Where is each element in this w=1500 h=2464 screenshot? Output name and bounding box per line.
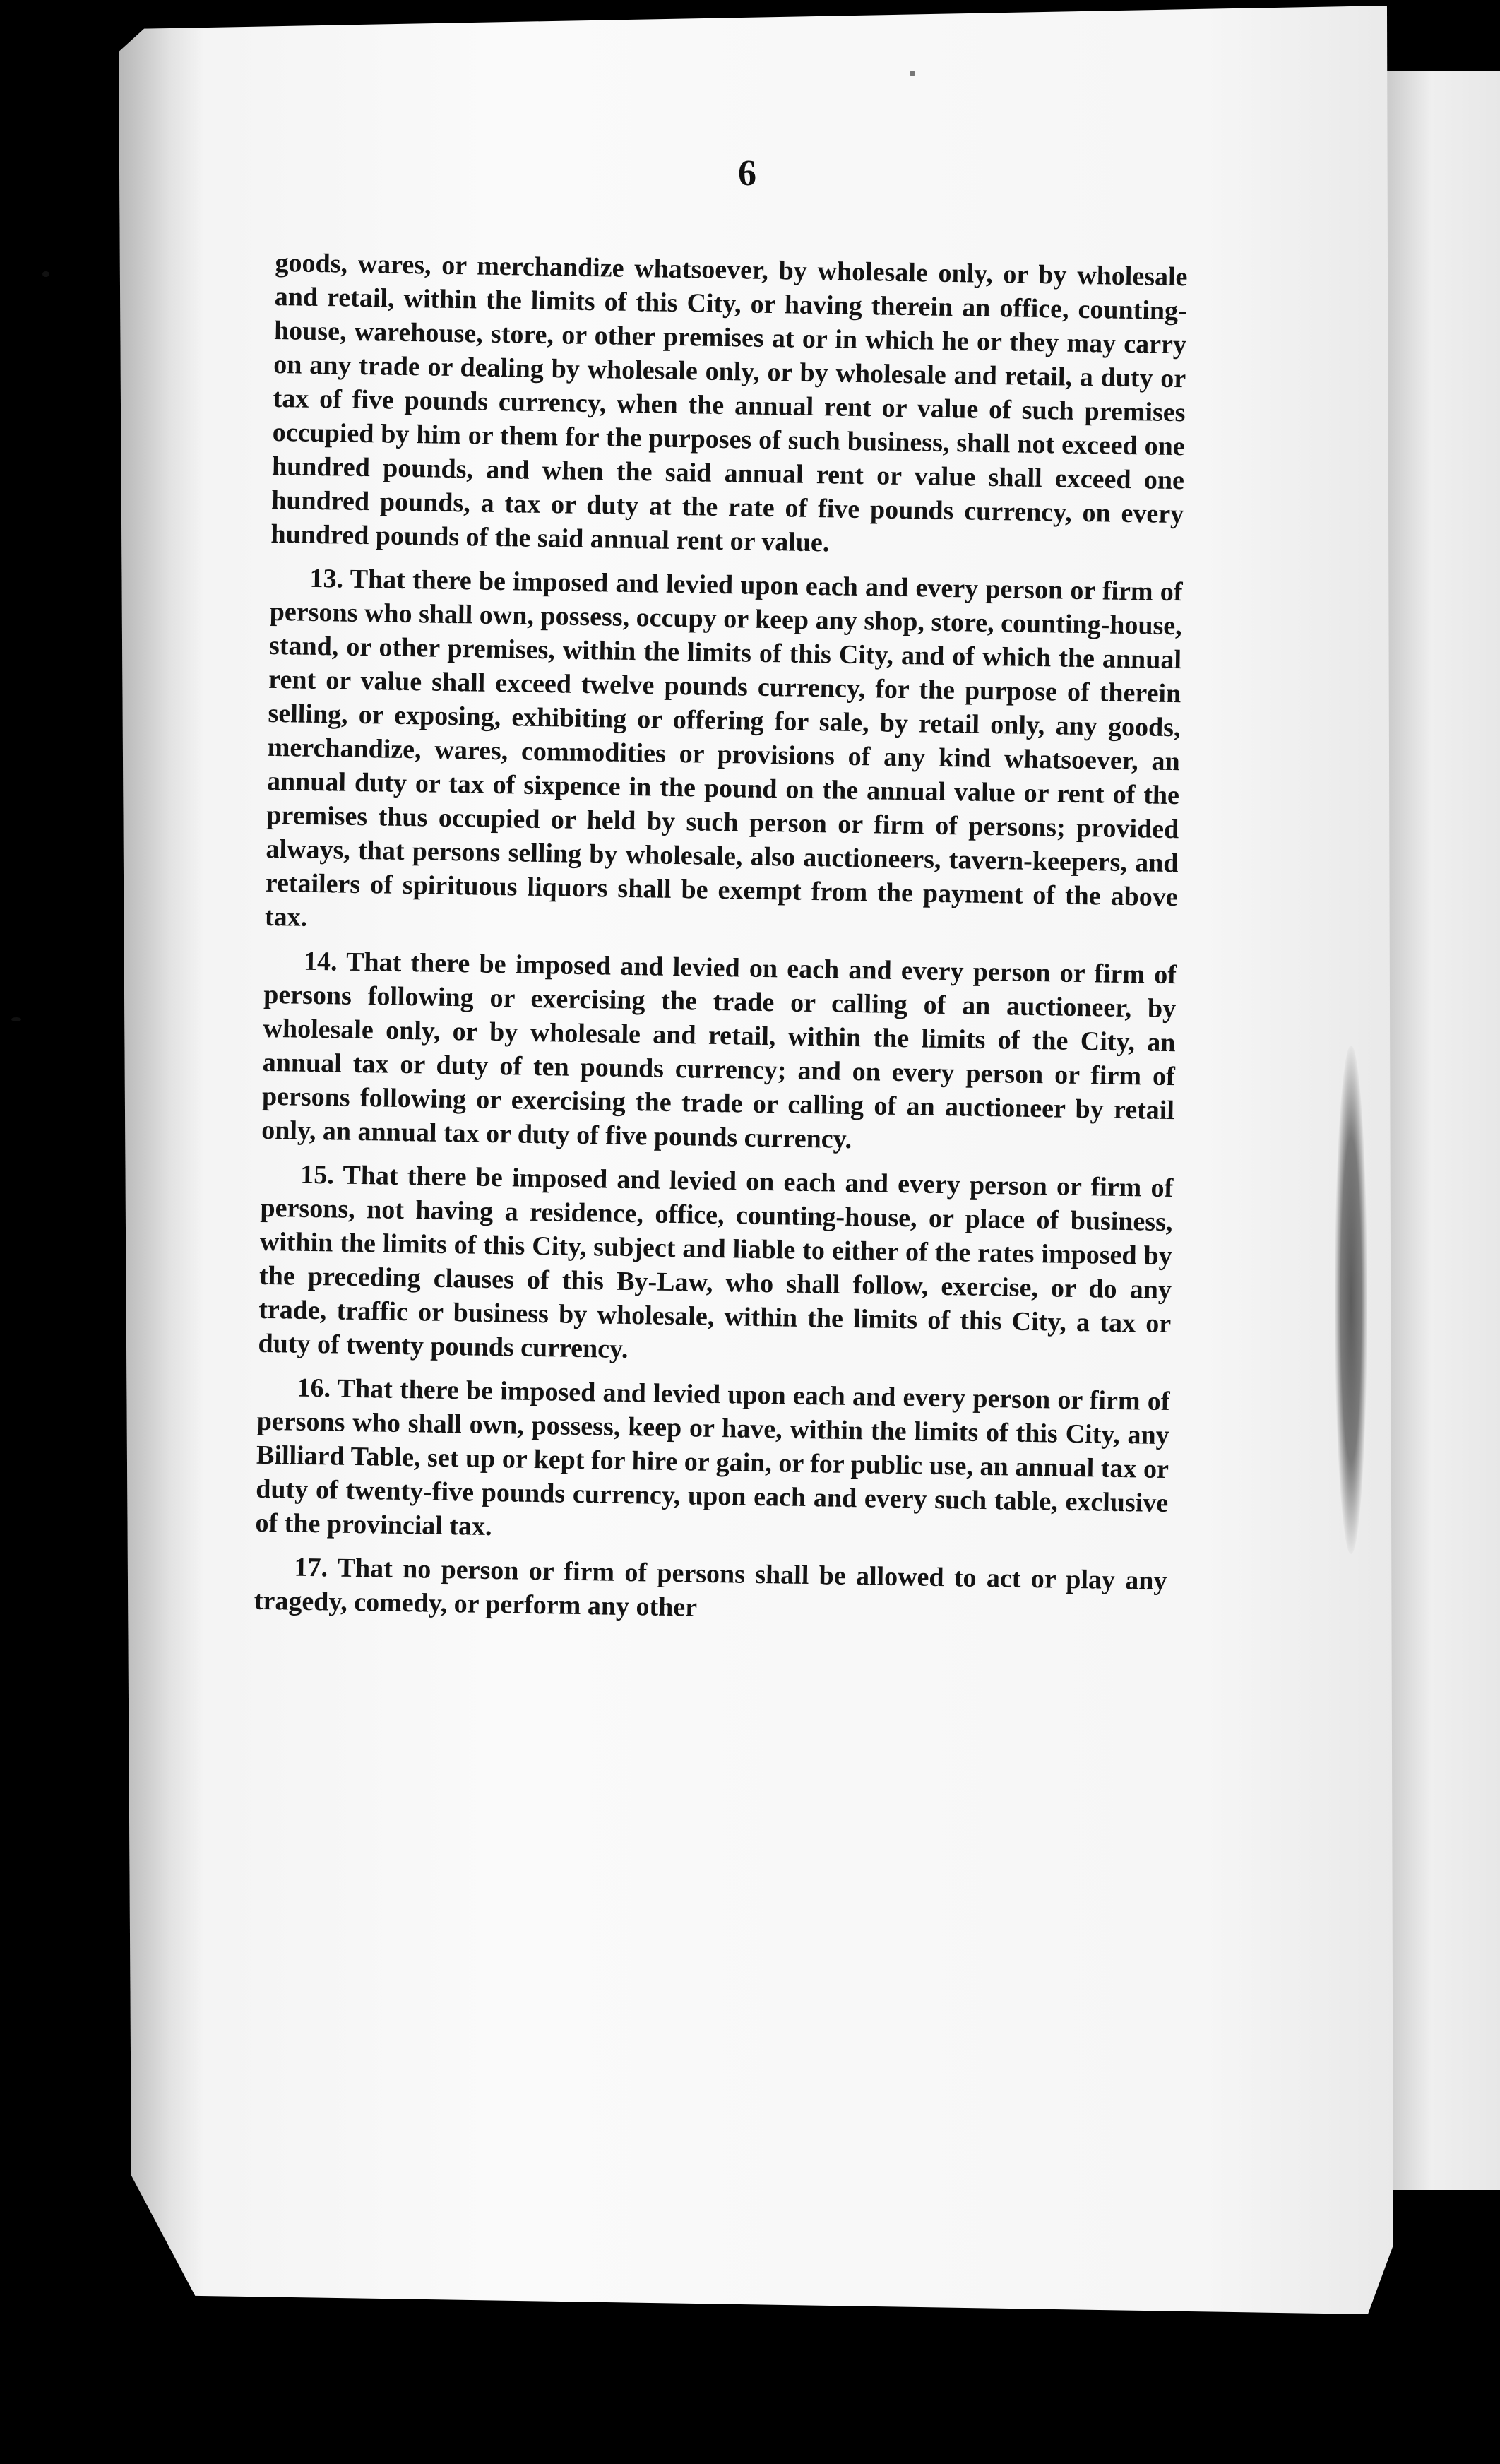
paragraph-continuation: goods, wares, or merchandize whatsoever, by wholesale only, or by wholesale and retail, within the limits of this City, or having therein an office, counting-house, warehouse, store, or other premises at or in which he or they may carry on any trade or dealing by wholesale only, or by wholesale and retail, a duty or tax of five pounds currency, when the annual rent or value of such premises occupied by him or them for the purposes of such business, shall not exceed one hundred pounds, and when the said annual rent or value shall exceed one hundred pounds, a tax or duty at the rate of five pounds currency, on every hundred pounds of the said annual rent or value. [270, 247, 1188, 558]
scan-speck [42, 271, 49, 277]
paragraph-14: 14. That there be imposed and levied on each and every person or firm of persons following or exercising the trade or calling of an auctioneer, by wholesale only, or by wholesale and retail, within the limits of the City, an annual tax or duty of ten pounds currency; and on every person or firm of persons following or exercising the trade or calling of an auctioneer by retail only, an annual tax or duty of five pounds currency. [261, 946, 1177, 1154]
page-fold-shadow [1335, 1046, 1367, 1554]
paragraph-13: 13. That there be imposed and levied upon each and every person or firm of persons who shall own, possess, occupy or keep any shop, store, counting-house, stand, or other premises, within the limits of this City, and of which the annual rent or value shall exceed twelve pounds currency, for the purpose of therein selling, or exposing, exhibiting or offering for sale, by retail only, any goods, merchandize, wares, commodities or provisions of any kind whatsoever, an annual duty or tax of sixpence in the pound on the annual value or rent of the premises thus occupied or held by such person or firm of persons; provided always, that persons selling by wholesale, also auctioneers, tavern-keepers, and retailers of spirituous liquors shall be exempt from the payment of the above tax. [264, 563, 1183, 932]
scan-speck [11, 1017, 21, 1021]
body-text [254, 246, 1188, 1642]
scan-speck [910, 71, 915, 76]
page-number: 6 [738, 153, 756, 194]
paragraph-15: 15. That there be imposed and levied on each and every person or firm of persons, not having a residence, office, counting-house, or place of business, within the limits of this City, subject and liable to either of the rates imposed by the preceding clauses of this By-Law, who shall follow, exercise, or do any trade, traffic or business by wholesale, within the limits of this City, a tax or duty of twenty pounds currency. [258, 1159, 1174, 1365]
paragraph-16: 16. That there be imposed and levied upon each and every person or firm of persons who shall own, possess, keep or have, within the limits of this City, any Billiard Table, set up or kept for hire or gain, or for public use, an annual tax or duty of twenty-five pounds currency, upon each and every such table, exclusive of the provincial tax. [255, 1373, 1170, 1542]
facing-page-edge [1386, 71, 1500, 2190]
paragraph-17: 17. That no person or firm of persons shall be allowed to act or play any tragedy, comedy, or perform any other [254, 1552, 1167, 1623]
